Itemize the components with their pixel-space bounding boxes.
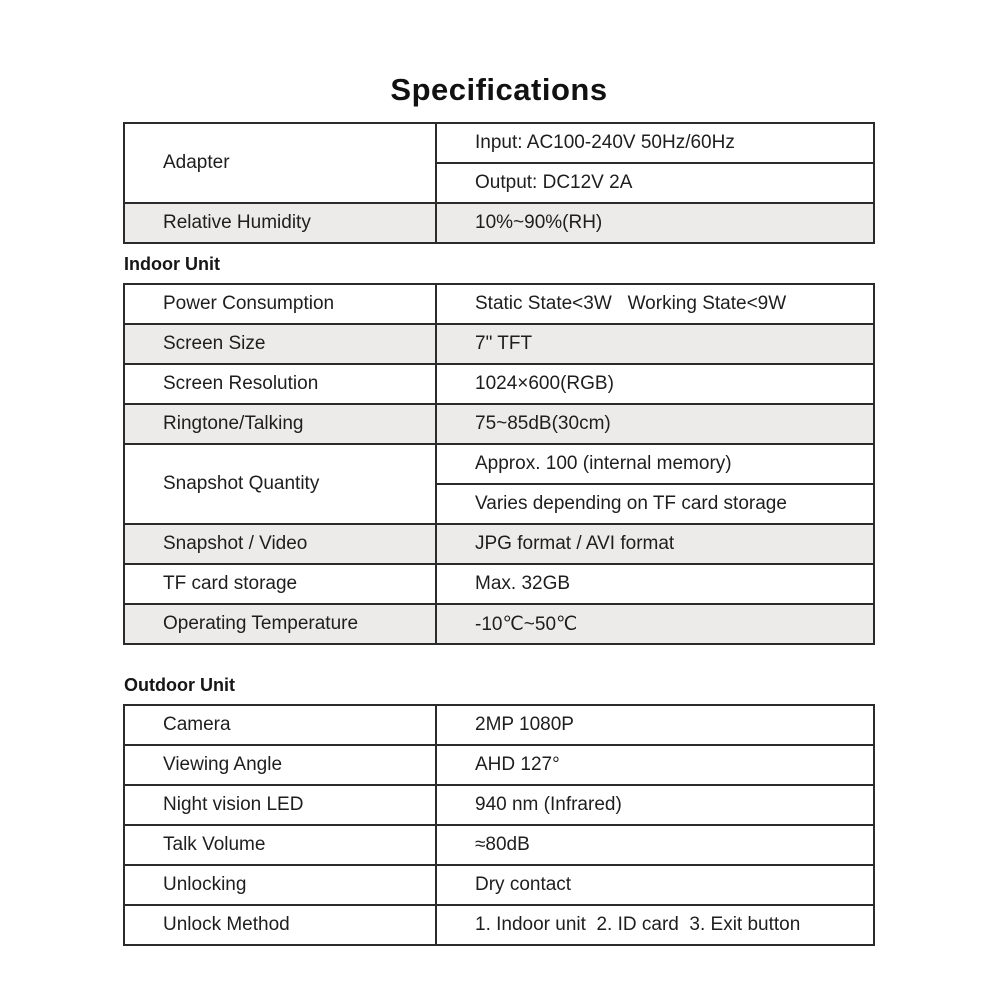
outdoor-unit-heading: Outdoor Unit: [124, 675, 235, 695]
spec-label-night-vision-led: Night vision LED: [125, 786, 435, 824]
spec-value-talk-volume: ≈80dB: [437, 826, 873, 864]
spec-label-operating-temp: Operating Temperature: [125, 605, 435, 643]
spec-label-unlock-method: Unlock Method: [125, 906, 435, 944]
spec-label-talk-volume: Talk Volume: [125, 826, 435, 864]
spec-label-ringtone-talking: Ringtone/Talking: [125, 405, 435, 443]
indoor-unit-table: [123, 283, 875, 645]
spec-label-camera: Camera: [125, 706, 435, 744]
spec-label-power-consumption: Power Consumption: [125, 285, 435, 323]
spec-value-viewing-angle: AHD 127°: [437, 746, 873, 784]
spec-value-screen-size: 7" TFT: [437, 325, 873, 363]
spec-label-screen-size: Screen Size: [125, 325, 435, 363]
spec-label-viewing-angle: Viewing Angle: [125, 746, 435, 784]
spec-label-tf-card-storage: TF card storage: [125, 565, 435, 603]
spec-value-power-consumption: Static State<3W Working State<9W: [437, 285, 873, 323]
spec-value-unlock-method: 1. Indoor unit 2. ID card 3. Exit button: [437, 906, 873, 944]
spec-value-adapter-output: Output: DC12V 2A: [437, 164, 873, 202]
spec-value-adapter-input: Input: AC100-240V 50Hz/60Hz: [437, 124, 873, 162]
spec-value-unlocking: Dry contact: [437, 866, 873, 904]
spec-label-snapshot-quantity: Snapshot Quantity: [125, 445, 435, 523]
spec-value-snapshot-tfcard: Varies depending on TF card storage: [437, 485, 873, 523]
page-title: Specifications: [390, 72, 608, 107]
spec-page: [123, 72, 875, 946]
spec-value-screen-resolution: 1024×600(RGB): [437, 365, 873, 403]
spec-value-tf-card-storage: Max. 32GB: [437, 565, 873, 603]
spec-label-screen-resolution: Screen Resolution: [125, 365, 435, 403]
spec-value-snapshot-internal: Approx. 100 (internal memory): [437, 445, 873, 483]
spec-value-night-vision-led: 940 nm (Infrared): [437, 786, 873, 824]
spec-label-adapter: Adapter: [125, 124, 435, 202]
spec-value-camera: 2MP 1080P: [437, 706, 873, 744]
spec-value-snapshot-video: JPG format / AVI format: [437, 525, 873, 563]
spec-value-operating-temp: -10℃~50℃: [437, 605, 873, 643]
spec-label-relative-humidity: Relative Humidity: [125, 204, 435, 242]
indoor-unit-heading: Indoor Unit: [124, 254, 220, 274]
outdoor-unit-table: [123, 704, 875, 946]
spec-label-unlocking: Unlocking: [125, 866, 435, 904]
adapter-table: [123, 122, 875, 244]
spec-label-snapshot-video: Snapshot / Video: [125, 525, 435, 563]
spec-value-ringtone-talking: 75~85dB(30cm): [437, 405, 873, 443]
spec-value-relative-humidity: 10%~90%(RH): [437, 204, 873, 242]
